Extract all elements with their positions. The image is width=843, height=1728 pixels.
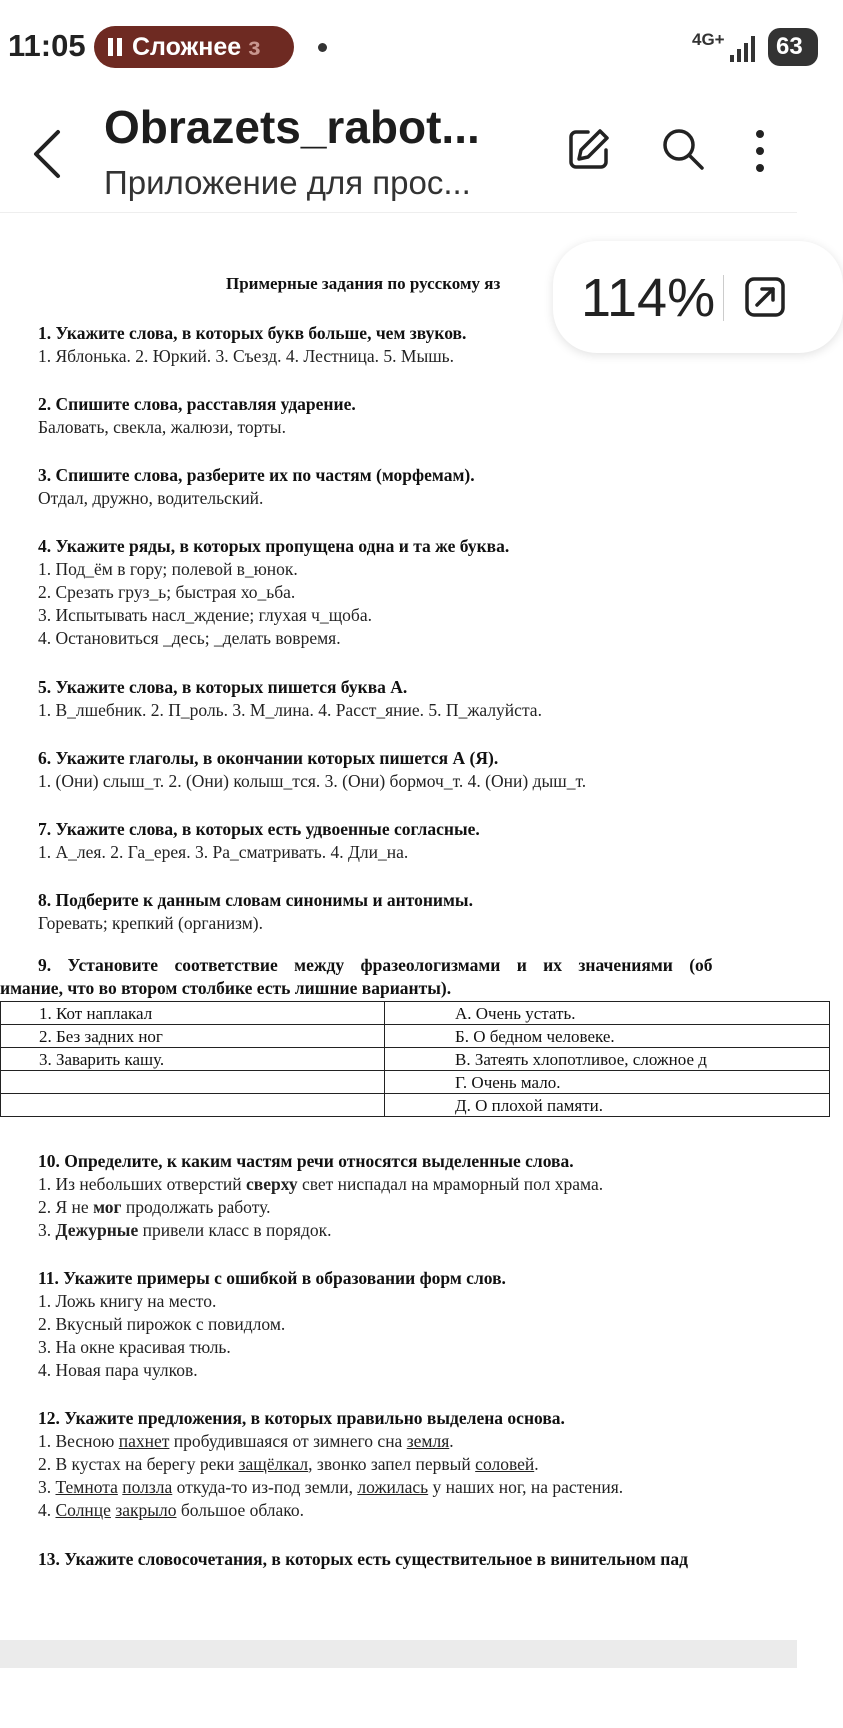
underlined-word: пахнет bbox=[118, 1431, 170, 1451]
edit-icon[interactable] bbox=[566, 126, 612, 172]
question-1: 1. Укажите слова, в которых букв больше, чем звуков. 1. Яблонька. 2. Юркий. 3. Съезд. 4. Лестница. 5. Мышь. bbox=[38, 323, 467, 366]
back-arrow-icon[interactable] bbox=[28, 124, 68, 184]
app-bar bbox=[0, 96, 797, 214]
highlighted-word: сверху bbox=[246, 1174, 298, 1194]
underlined-word: закрыло bbox=[115, 1500, 177, 1520]
document-subtitle: Приложение для прос... bbox=[104, 164, 471, 201]
app-bar-divider bbox=[0, 212, 797, 213]
recording-label-trailing: з bbox=[248, 33, 261, 61]
question-8: 8. Подберите к данным словам синонимы и антонимы. Горевать; крепкий (организм). bbox=[38, 890, 473, 933]
underlined-word: ложилась bbox=[357, 1477, 429, 1497]
status-bar bbox=[0, 0, 803, 96]
zoom-separator bbox=[723, 275, 724, 321]
zoom-indicator bbox=[553, 241, 843, 353]
search-icon[interactable] bbox=[660, 126, 706, 172]
question-7: 7. Укажите слова, в которых есть удвоенные согласные. 1. А_лея. 2. Га_ерея. 3. Ра_сматривать. 4. Дли_на. bbox=[38, 819, 480, 862]
status-time: 11:05 bbox=[8, 28, 86, 63]
question-13: 13. Укажите словосочетания, в которых есть существительное в винительном пад bbox=[38, 1549, 688, 1569]
recording-label: Сложнее bbox=[132, 33, 242, 61]
table-row: Д. О плохой памяти. bbox=[1, 1094, 830, 1117]
question-5: 5. Укажите слова, в которых пишется буква А. 1. В_лшебник. 2. П_роль. 3. М_лина. 4. Расст_яние. 5. П_жалуйста. bbox=[38, 677, 542, 720]
table-row: 1. Кот наплакал А. Очень устать. bbox=[1, 1002, 830, 1025]
screen-recording-pill[interactable] bbox=[94, 26, 294, 68]
page-title: Примерные задания по русскому яз bbox=[226, 274, 501, 293]
notification-dot-icon bbox=[318, 43, 327, 52]
zoom-level: 114% bbox=[581, 268, 716, 328]
underlined-word: Солнце bbox=[55, 1500, 111, 1520]
highlighted-word: мог bbox=[93, 1197, 122, 1217]
underlined-word: соловей bbox=[475, 1454, 535, 1474]
table-row: Г. Очень мало. bbox=[1, 1071, 830, 1094]
question-3: 3. Спишите слова, разберите их по частям (морфемам). Отдал, дружно, водительский. bbox=[38, 465, 475, 508]
question-10: 10. Определите, к каким частям речи относятся выделенные слова. 1. Из небольших отверстий сверху свет ниспадал на мраморный пол храма. 2. Я не мог продолжать работу. 3. Дежурные привели класс в порядок. bbox=[38, 1151, 604, 1240]
more-options-icon[interactable] bbox=[752, 126, 768, 176]
underlined-word: земля bbox=[406, 1431, 450, 1451]
matching-table bbox=[0, 1001, 830, 1117]
signal-strength-icon bbox=[728, 34, 758, 62]
network-type: 4G+ bbox=[692, 30, 725, 49]
table-row: 2. Без задних ног Б. О бедном человеке. bbox=[1, 1025, 830, 1048]
question-4: 4. Укажите ряды, в которых пропущена одна и та же буква. 1. Под_ём в гору; полевой в_юнок. 2. Срезать груз_ь; быстрая хо_ьба. 3. Испытывать насл_ждение; глухая ч_щоба. 4. Остановиться _десь; _делать вовремя. bbox=[38, 536, 510, 648]
question-9-heading: 9. Установите соответствие между фразеологизмами и их значениями (об имание, что во втором столбике есть лишние варианты). bbox=[0, 955, 713, 998]
expand-icon[interactable] bbox=[743, 275, 787, 319]
question-2: 2. Спишите слова, расставляя ударение. Баловать, свекла, жалюзи, торты. bbox=[38, 394, 356, 437]
table-row: 3. Заварить кашу. В. Затеять хлопотливое, сложное д bbox=[1, 1048, 830, 1071]
underlined-word: Темнота bbox=[55, 1477, 118, 1497]
question-6: 6. Укажите глаголы, в окончании которых пишется А (Я). 1. (Они) слыш_т. 2. (Они) колыш_тся. 3. (Они) бормоч_т. 4. (Они) дыш_т. bbox=[38, 748, 587, 791]
document-title: Obrazets_rabot... bbox=[104, 101, 480, 153]
underlined-word: защёлкал bbox=[238, 1454, 309, 1474]
highlighted-word: Дежурные bbox=[55, 1220, 139, 1240]
question-12: 12. Укажите предложения, в которых правильно выделена основа. 1. Весною пахнет пробудившаяся от зимнего сна земля. 2. В кустах на берегу реки защёлкал, звонко запел первый соловей. 3. Темнота ползла откуда-то из-под земли, ложилась у наших ног, на растения. 4. Солнце закрыло большое облако. bbox=[38, 1408, 624, 1520]
question-11: 11. Укажите примеры с ошибкой в образовании форм слов. 1. Ложь книгу на место. 2. Вкусный пирожок с повидлом. 3. На окне красивая тюль. 4. Новая пара чулков. bbox=[38, 1268, 506, 1380]
battery-indicator: 63 bbox=[768, 28, 818, 66]
underlined-word: ползла bbox=[122, 1477, 173, 1497]
bottom-page-gap bbox=[0, 1640, 797, 1668]
pause-icon bbox=[108, 38, 122, 56]
document-page[interactable] bbox=[0, 214, 797, 1642]
